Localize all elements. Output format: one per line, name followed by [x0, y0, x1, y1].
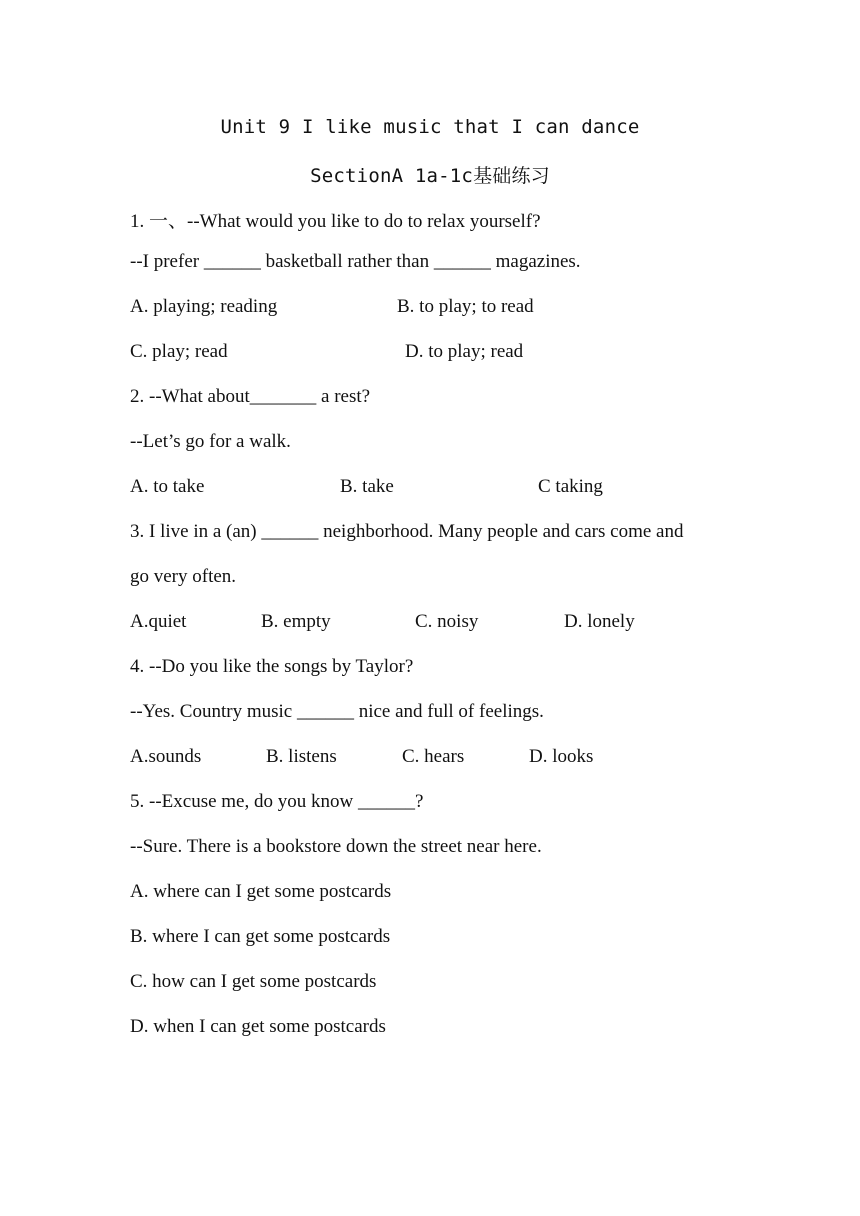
question-2-dialogue: --Let’s go for a walk.	[130, 431, 291, 452]
question-2-option-a: A. to take	[130, 476, 205, 497]
question-1-option-d: D. to play; read	[405, 341, 524, 362]
question-5-option-b: B. where I can get some postcards	[130, 926, 391, 947]
document-title: Unit 9 I like music that I can dance	[220, 116, 640, 138]
question-2-stem: 2. --What about_______ a rest?	[130, 386, 371, 407]
question-4-stem: 4. --Do you like the songs by Taylor?	[130, 656, 414, 677]
question-3-option-b: B. empty	[261, 611, 331, 632]
question-5-option-a: A. where can I get some postcards	[130, 881, 392, 902]
question-3-option-a: A.quiet	[130, 611, 187, 632]
question-1-dialogue: --I prefer ______ basketball rather than ______ magazines.	[130, 251, 581, 272]
question-5-dialogue: --Sure. There is a bookstore down the street near here.	[130, 836, 542, 857]
question-4-option-b: B. listens	[266, 746, 337, 767]
document-subtitle: SectionA 1a-1c基础练习	[310, 165, 550, 187]
question-5-stem: 5. --Excuse me, do you know ______?	[130, 791, 424, 812]
question-2-option-c: C taking	[538, 476, 603, 497]
question-4-dialogue: --Yes. Country music ______ nice and full of feelings.	[130, 701, 544, 722]
question-1-option-b: B. to play; to read	[397, 296, 534, 317]
question-1-stem: 1. 一、--What would you like to do to relax yourself?	[130, 211, 541, 232]
question-1-option-a: A. playing; reading	[130, 296, 278, 317]
question-4-option-d: D. looks	[529, 746, 594, 767]
question-3-stem: 3. I live in a (an) ______ neighborhood. Many people and cars come and	[130, 521, 684, 542]
question-4-option-c: C. hears	[402, 746, 465, 767]
question-3-option-d: D. lonely	[564, 611, 635, 632]
question-3-stem-continued: go very often.	[130, 566, 237, 587]
question-1-option-c: C. play; read	[130, 341, 228, 362]
question-3-option-c: C. noisy	[415, 611, 479, 632]
question-4-option-a: A.sounds	[130, 746, 202, 767]
question-5-option-d: D. when I can get some postcards	[130, 1016, 386, 1037]
question-5-option-c: C. how can I get some postcards	[130, 971, 377, 992]
question-2-option-b: B. take	[340, 476, 394, 497]
